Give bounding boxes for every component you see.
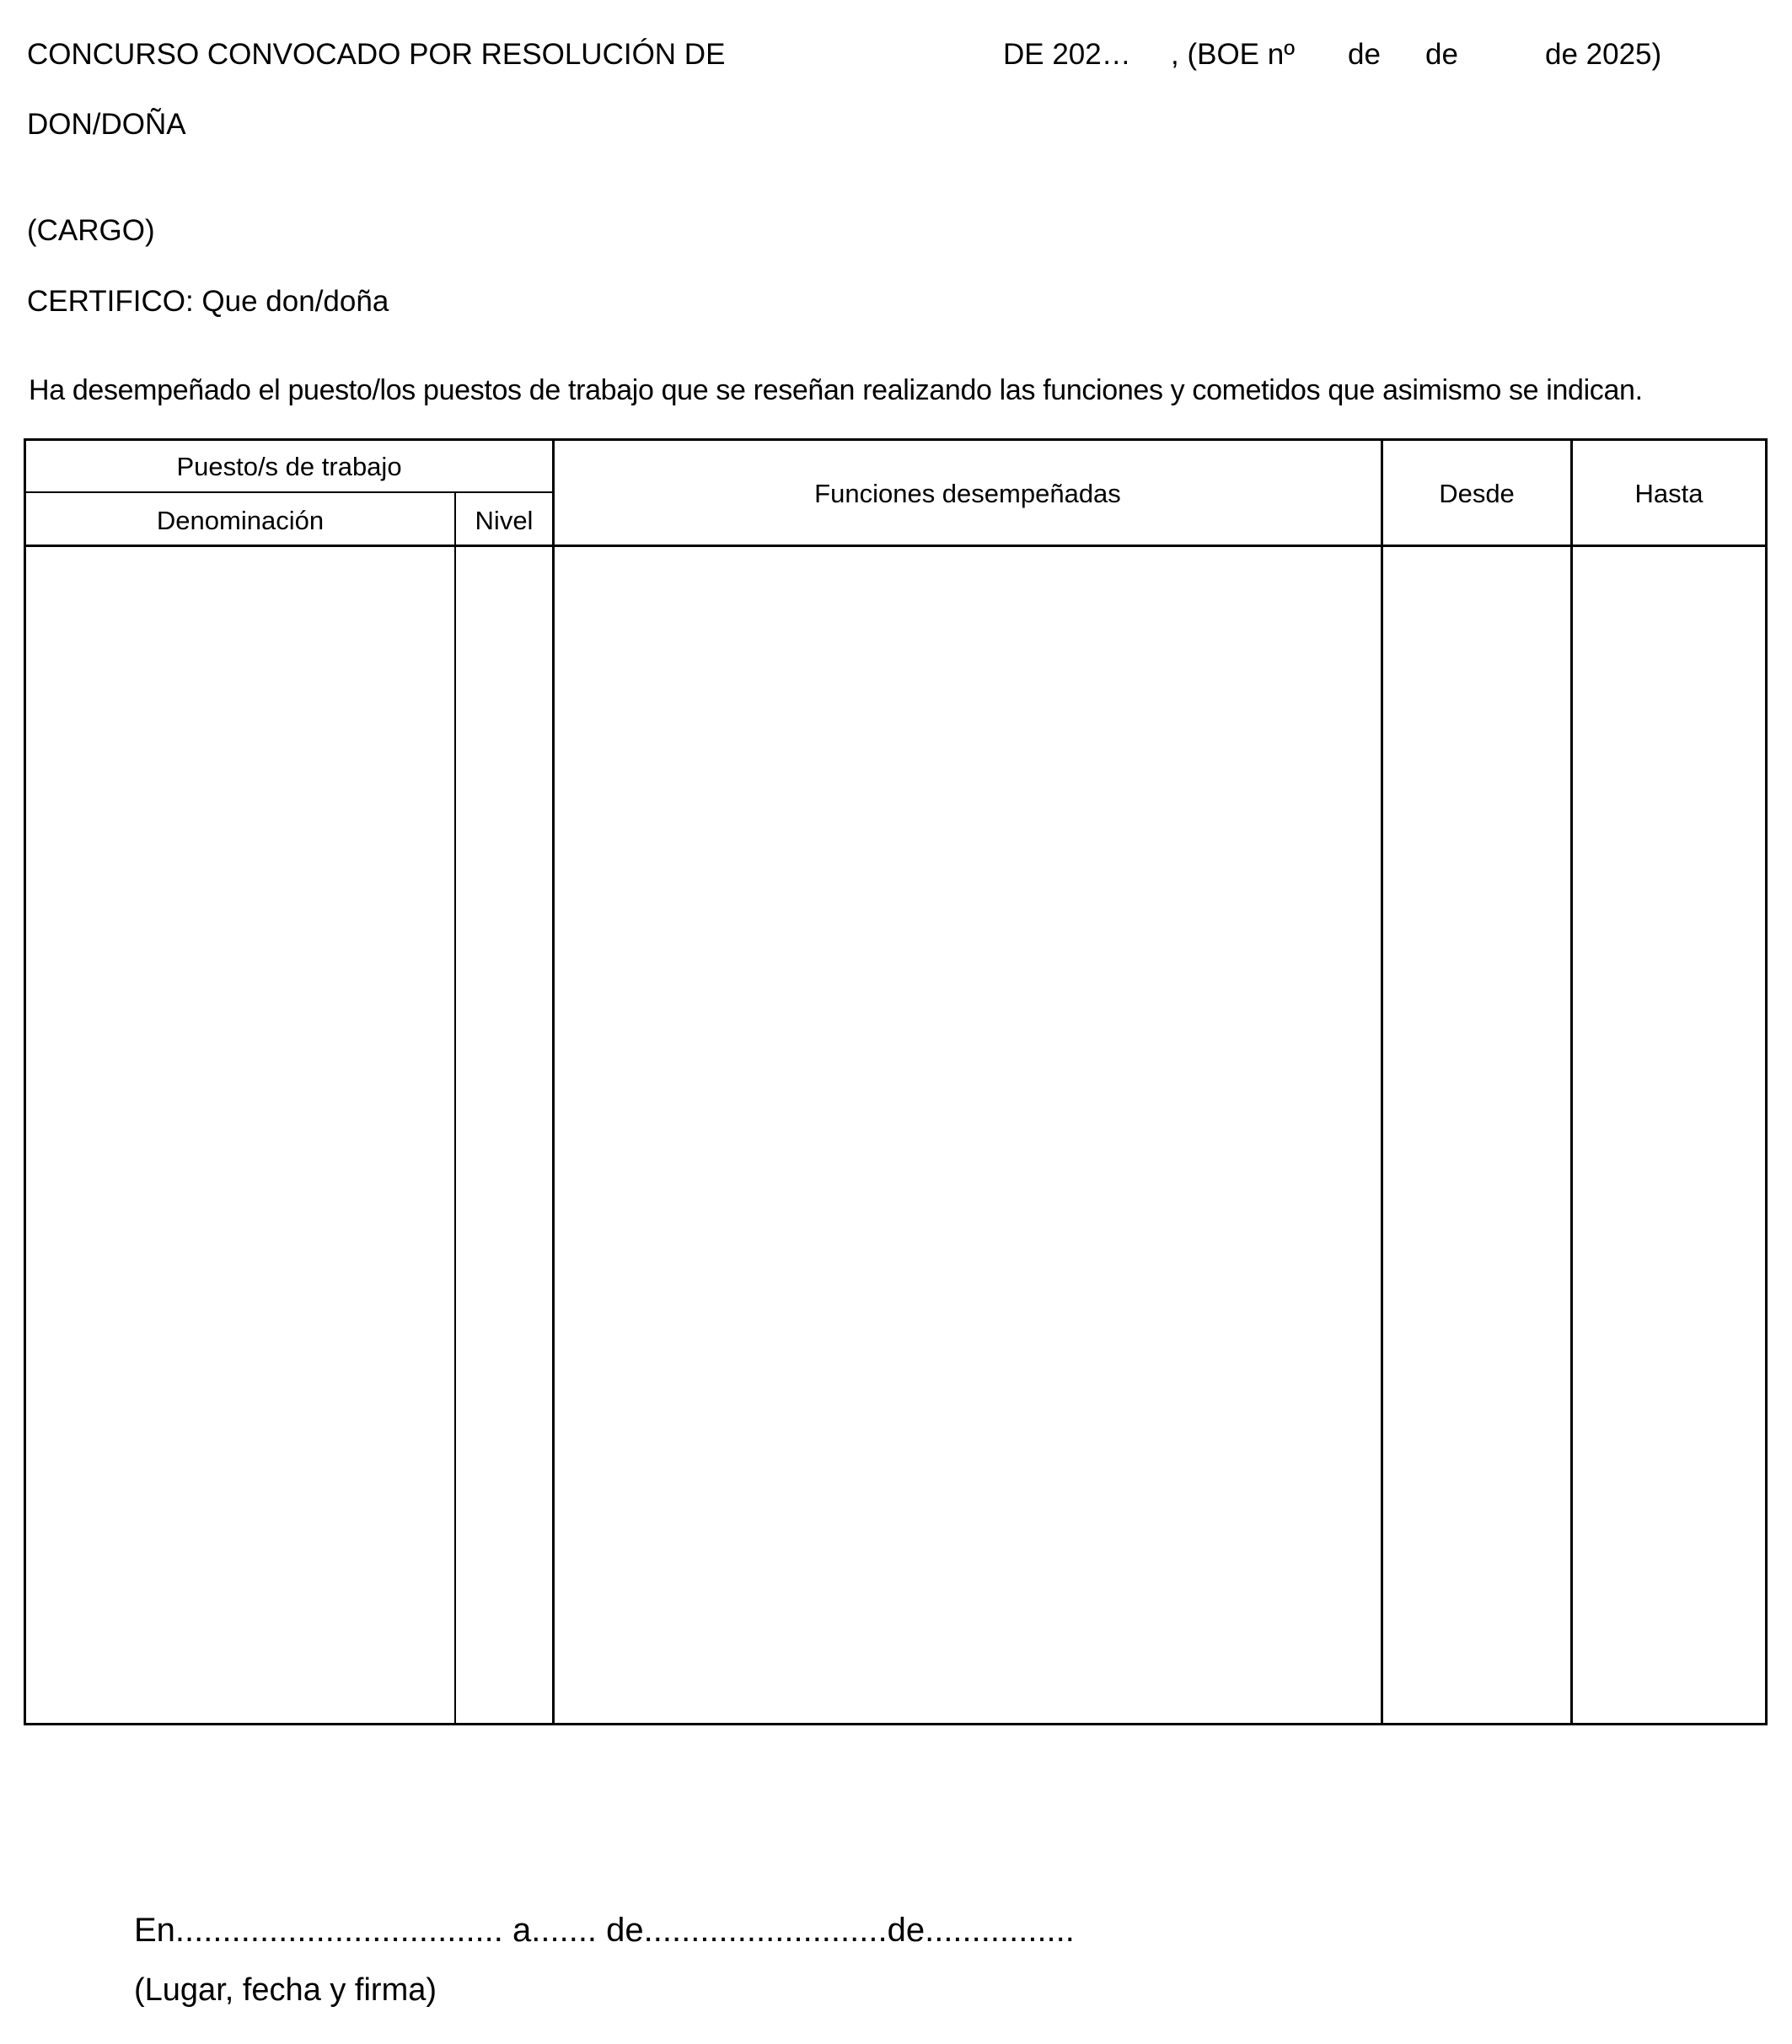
table-border-right	[1765, 438, 1768, 1725]
table-border-bottom	[24, 1723, 1768, 1725]
group-header-divider	[24, 491, 555, 493]
header-year: DE 202…	[1003, 38, 1131, 71]
header-de-1: de	[1348, 38, 1381, 71]
header-year-end: de 2025)	[1545, 38, 1662, 71]
header-prefix: CONCURSO CONVOCADO POR RESOLUCIÓN DE	[27, 38, 726, 71]
header-de-2: de	[1425, 38, 1458, 71]
header-desde: Desde	[1439, 479, 1515, 508]
convocatoria-header	[27, 40, 1713, 73]
signature-place-date-line: En................................... a....... de..........................de................	[134, 1912, 1075, 1949]
header-bottom-divider	[24, 545, 1768, 547]
table-border-top	[24, 438, 1768, 441]
col-divider-nivel-funciones	[552, 438, 555, 1724]
header-nivel: Nivel	[475, 506, 534, 535]
header-denominacion: Denominación	[156, 506, 325, 535]
header-hasta: Hasta	[1634, 479, 1703, 508]
col-divider-denominacion-nivel	[454, 491, 456, 1724]
header-boe: , (BOE nº	[1171, 38, 1295, 71]
table-border-left	[24, 438, 26, 1725]
don-dona-label: DON/DOÑA	[27, 108, 186, 141]
col-divider-desde-hasta	[1570, 438, 1573, 1724]
col-divider-funciones-desde	[1381, 438, 1383, 1724]
header-funciones-desempenadas: Funciones desempeñadas	[814, 479, 1121, 508]
cargo-label: (CARGO)	[27, 214, 155, 247]
signature-caption: (Lugar, fecha y firma)	[134, 1972, 437, 2008]
intro-text: Ha desempeñado el puesto/los puestos de trabajo que se reseñan realizando las funciones y cometidos que asimismo se indican.	[29, 374, 1643, 406]
certifico-label: CERTIFICO: Que don/doña	[27, 285, 389, 318]
header-puestos-de-trabajo: Puesto/s de trabajo	[176, 452, 402, 481]
